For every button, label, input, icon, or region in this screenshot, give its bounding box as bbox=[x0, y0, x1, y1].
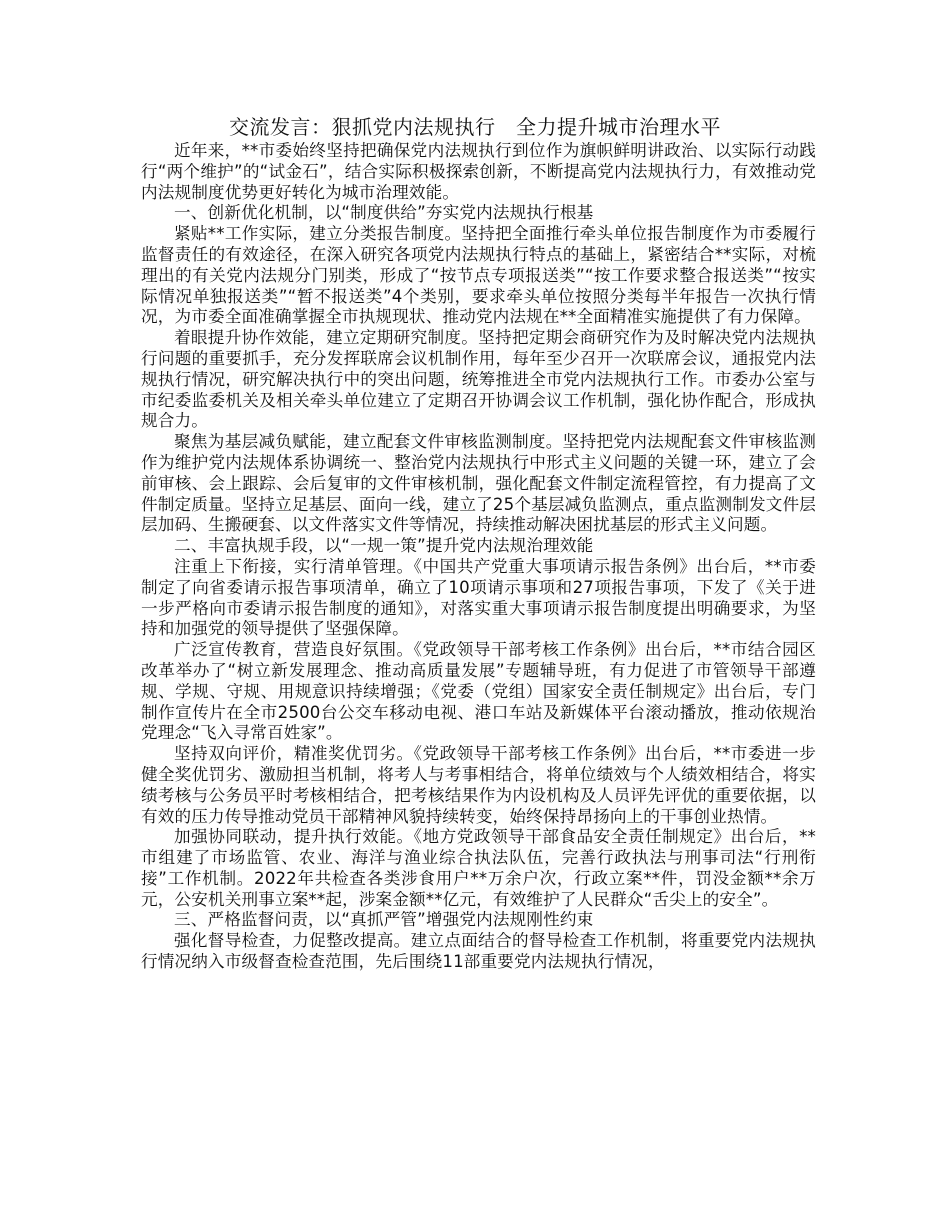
document-body bbox=[141, 141, 816, 973]
paragraph: 坚持双向评价，精准奖优罚劣。《党政领导干部考核工作条例》出台后，**市委进一步健全奖优罚劣、激励担当机制，将考人与考事相结合，将单位绩效与个人绩效相结合，将实绩考核与公务员平时考核相结合，把考核结果作为内设机构及人员评先评优的重要依据，以有效的压力传导推动党员干部精神风貌持续转变，始终保持昂扬向上的干事创业热情。 bbox=[141, 744, 816, 826]
document-title: 交流发言：狠抓党内法规执行 全力提升城市治理水平 bbox=[229, 115, 721, 139]
paragraph: 着眼提升协作效能，建立定期研究制度。坚持把定期会商研究作为及时解决党内法规执行问题的重要抓手，充分发挥联席会议机制作用，每年至少召开一次联席会议，通报党内法规执行情况，研究解决执行中的突出问题，统筹推进全市党内法规执行工作。市委办公室与市纪委监委机关及相关牵头单位建立了定期召开协调会议工作机制，强化协作配合，形成执规合力。 bbox=[141, 328, 816, 431]
paragraph-intro: 近年来，**市委始终坚持把确保党内法规执行到位作为旗帜鲜明讲政治、以实际行动践行“两个维护”的“试金石”，结合实际积极探索创新，不断提高党内法规执行力，有效推动党内法规制度优势更好转化为城市治理效能。 bbox=[141, 141, 816, 202]
paragraph: 聚焦为基层减负赋能，建立配套文件审核监测制度。坚持把党内法规配套文件审核监测作为维护党内法规体系协调统一、整治党内法规执行中形式主义问题的关键一环，建立了会前审核、会上跟踪、会后复审的文件审核机制，强化配套文件制定流程管控，有力提高了文件制定质量。坚持立足基层、面向一线，建立了25个基层减负监测点，重点监测制发文件层层加码、生搬硬套、以文件落实文件等情况，持续推动解决困扰基层的形式主义问题。 bbox=[141, 432, 816, 535]
paragraph: 广泛宣传教育，营造良好氛围。《党政领导干部考核工作条例》出台后，**市结合园区改革举办了“树立新发展理念、推动高质量发展”专题辅导班，有力促进了市管领导干部遵规、学规、守规、用规意识持续增强；《党委（党组）国家安全责任制规定》出台后，专门制作宣传片在全市2500台公交车移动电视、港口车站及新媒体平台滚动播放，推动依规治党理念“飞入寻常百姓家”。 bbox=[141, 640, 816, 743]
paragraph: 注重上下衔接，实行清单管理。《中国共产党重大事项请示报告条例》出台后，**市委制定了向省委请示报告事项清单，确立了10项请示事项和27项报告事项，下发了《关于进一步严格向市委请示报告制度的通知》，对落实重大事项请示报告制度提出明确要求，为坚持和加强党的领导提供了坚强保障。 bbox=[141, 556, 816, 639]
section-heading-3: 三、严格监督问责，以“真抓严管”增强党内法规刚性约束 bbox=[174, 910, 594, 930]
paragraph: 紧贴**工作实际，建立分类报告制度。坚持把全面推行牵头单位报告制度作为市委履行监督责任的有效途径，在深入研究各项党内法规执行特点的基础上，紧密结合**实际，对梳理出的有关党内法规分门别类，形成了“按节点专项报送类”“按工作要求整合报送类”“按实际情况单独报送类”“暂不报送类”4个类别，要求牵头单位按照分类每半年报告一次执行情况，为市委全面准确掌握全市执规现状、推动党内法规在**全面精准实施提供了有力保障。 bbox=[141, 224, 816, 327]
paragraph: 强化督导检查，力促整改提高。建立点面结合的督导检查工作机制，将重要党内法规执行情况纳入市级督查检查范围，先后围绕11部重要党内法规执行情况， bbox=[141, 931, 816, 972]
section-heading-2: 二、丰富执规手段，以“一规一策”提升党内法规治理效能 bbox=[174, 536, 594, 556]
section-heading-1: 一、创新优化机制，以“制度供给”夯实党内法规执行根基 bbox=[174, 203, 594, 223]
paragraph: 加强协同联动，提升执行效能。《地方党政领导干部食品安全责任制规定》出台后，**市组建了市场监管、农业、海洋与渔业综合执法队伍，完善行政执法与刑事司法“行刑衔接”工作机制。2022年共检查各类涉食用户**万余户次，行政立案**件，罚没金额**余万元，公安机关刑事立案**起，涉案金额**亿元，有效维护了人民群众“舌尖上的安全”。 bbox=[141, 827, 816, 909]
